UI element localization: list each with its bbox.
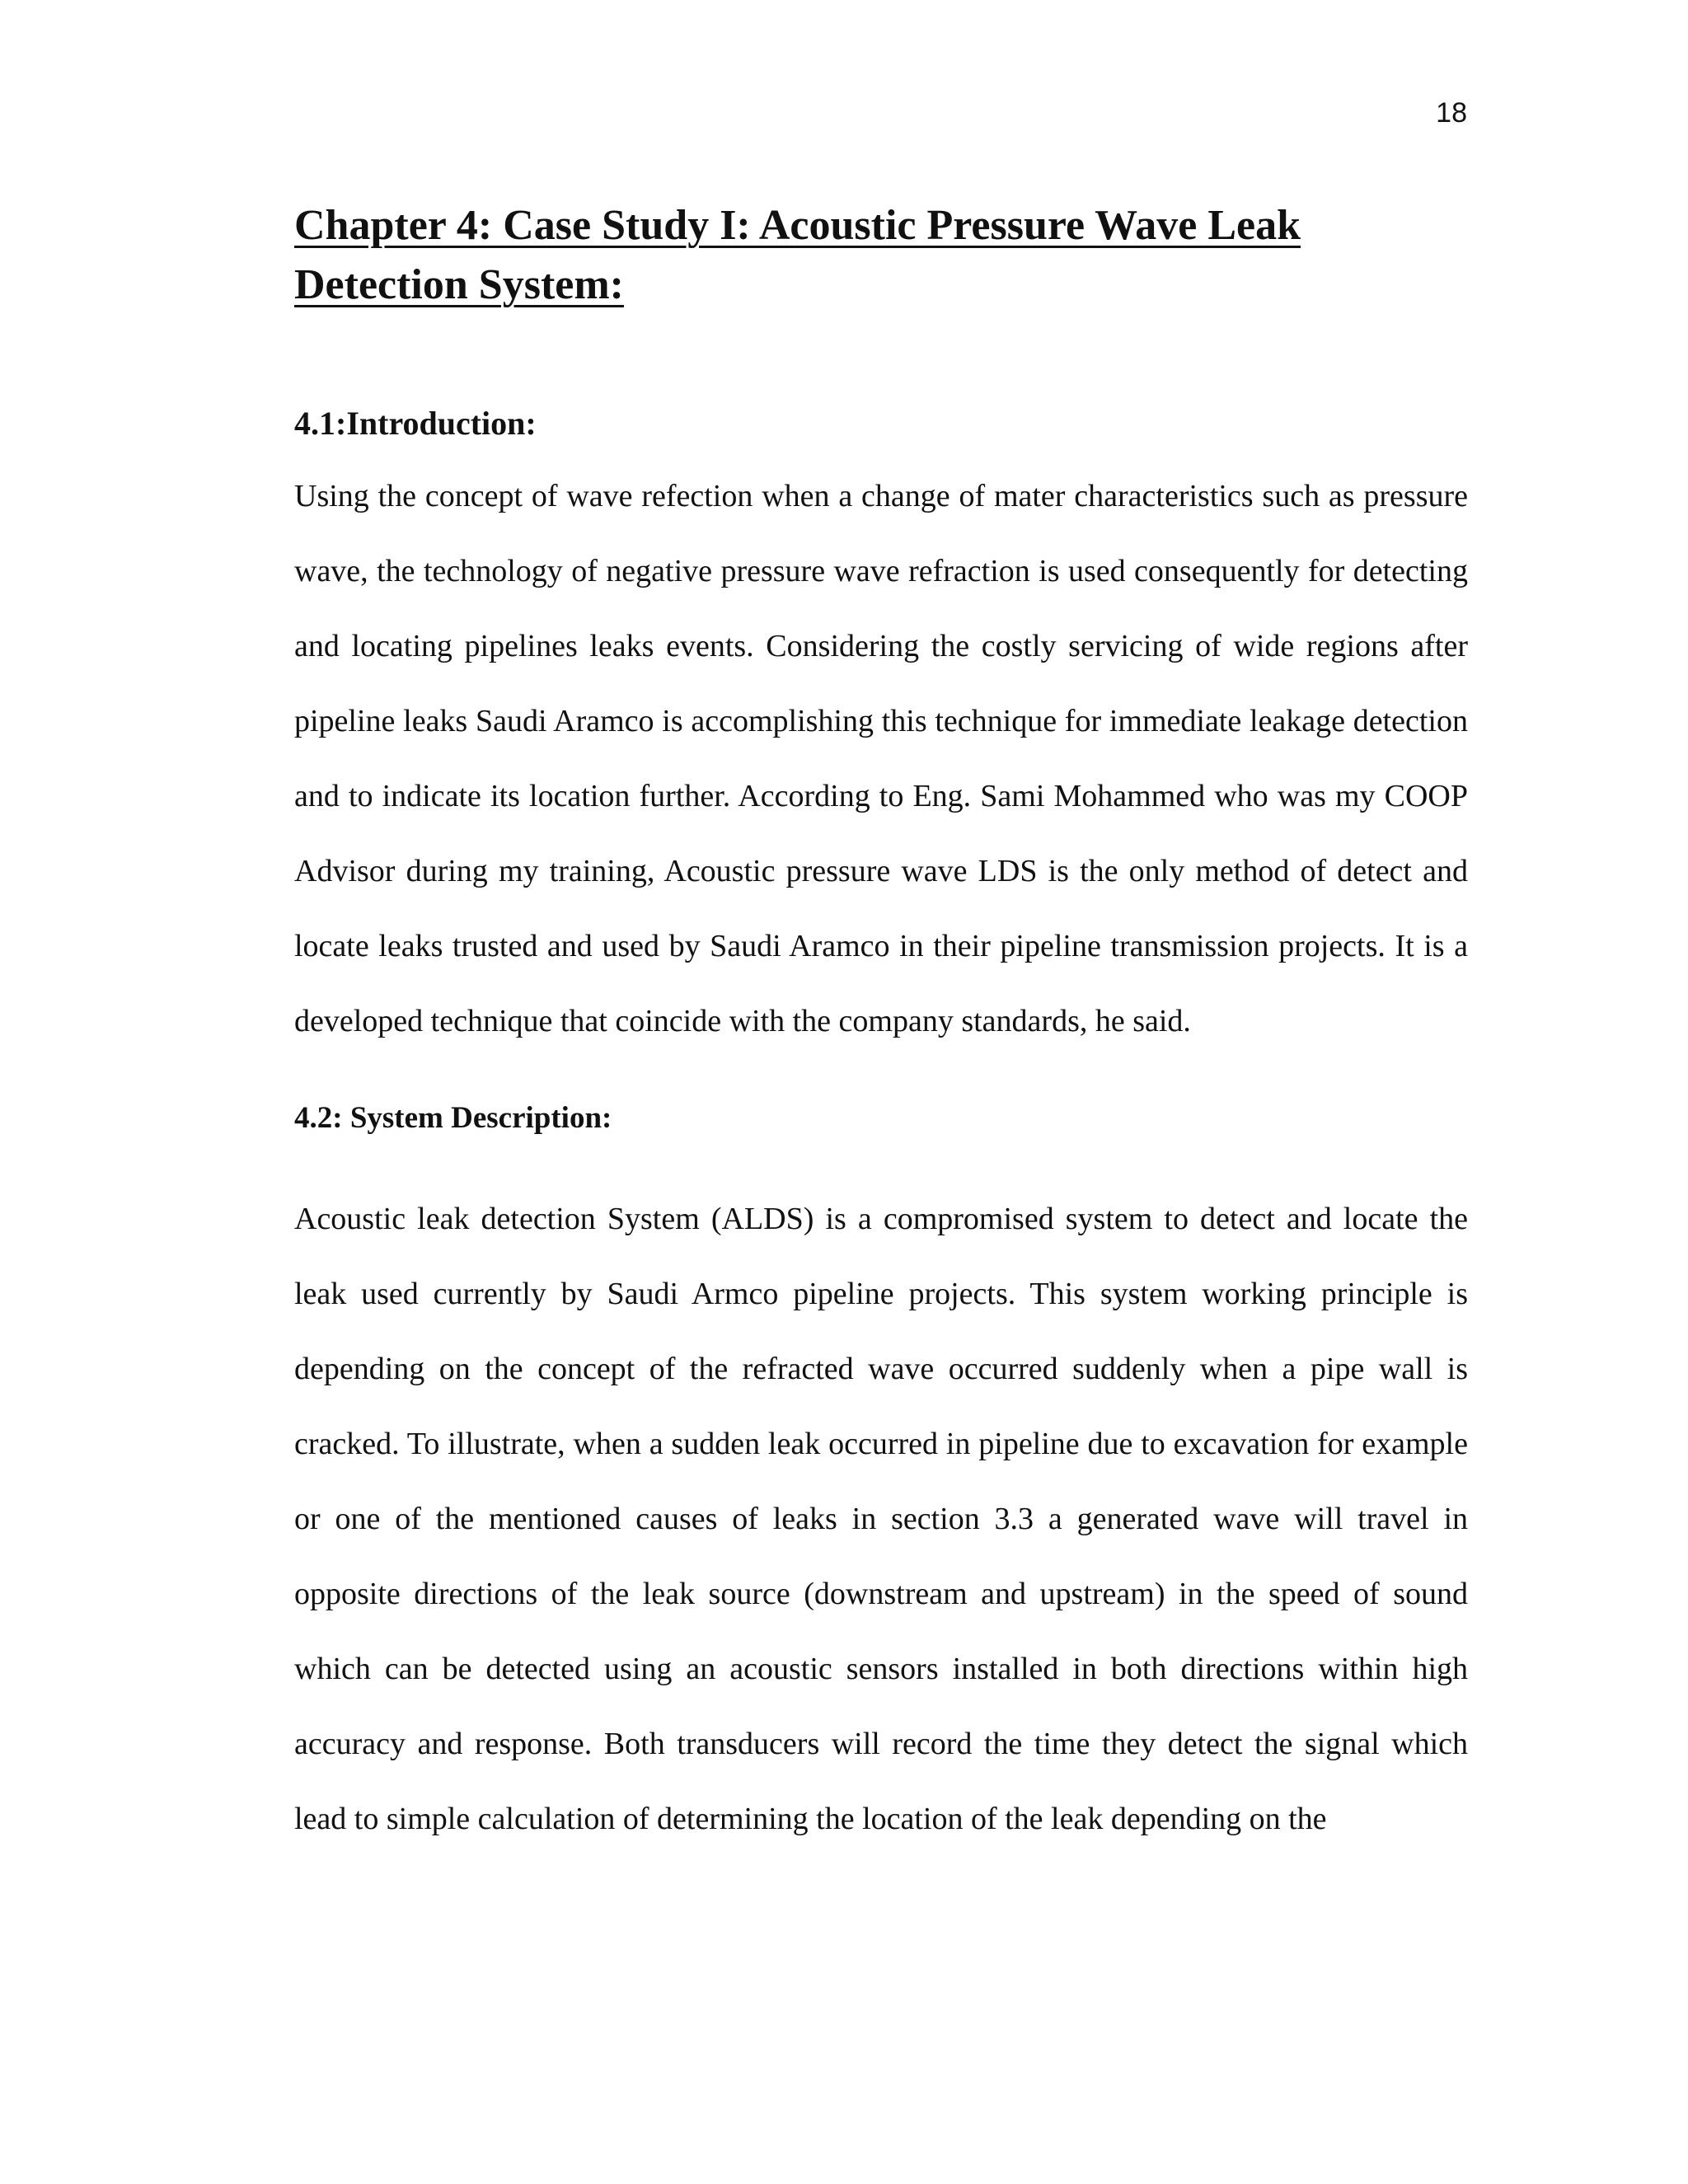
document-body	[294, 196, 1468, 1857]
paragraph-introduction: Using the concept of wave refection when a change of mater characteristics such as pressure wave, the technology of negative pressure wave refraction is used consequently for detecting and locating pipelines leaks events. Considering the costly servicing of wide regions after pipeline leaks Saudi Aramco is accomplishing this technique for immediate leakage detection and to indicate its location further. According to Eng. Sami Mohammed who was my COOP Advisor during my training, Acoustic pressure wave LDS is the only method of detect and locate leaks trusted and used by Saudi Aramco in their pipeline transmission projects. It is a developed technique that coincide with the company standards, he said.	[294, 479, 1468, 1038]
section-heading-introduction: 4.1:Introduction:	[294, 405, 537, 442]
page-number: 18	[1436, 97, 1467, 129]
paragraph-system-description: Acoustic leak detection System (ALDS) is a compromised system to detect and locate the leak used currently by Saudi Armco pipeline projects. This system working principle is depending on the concept of the refracted wave occurred suddenly when a pipe wall is cracked. To illustrate, when a sudden leak occurred in pipeline due to excavation for example or one of the mentioned causes of leaks in section 3.3 a generated wave will travel in opposite directions of the leak source (downstream and upstream) in the speed of sound which can be detected using an acoustic sensors installed in both directions within high accuracy and response. Both transducers will record the time they detect the signal which lead to simple calculation of determining the location of the leak depending on the	[294, 1202, 1468, 1836]
section-heading-system-description: 4.2: System Description:	[294, 1101, 612, 1135]
chapter-title: Chapter 4: Case Study I: Acoustic Pressure Wave Leak Detection System:	[294, 202, 1301, 308]
